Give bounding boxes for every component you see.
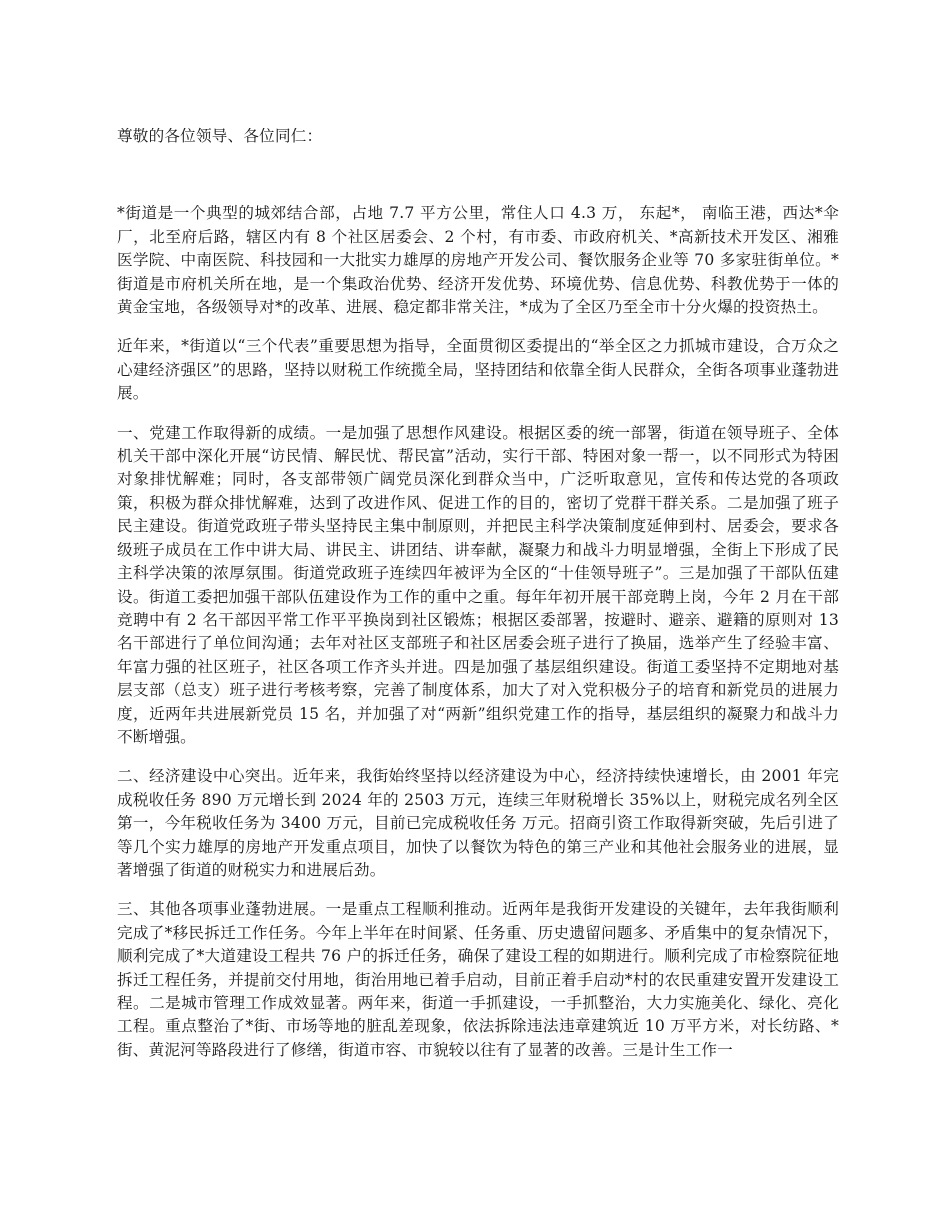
salutation: 尊敬的各位领导、各位同仁： [117, 127, 323, 145]
paragraph-other-undertakings: 三、其他各项事业蓬勃进展。一是重点工程顺利推动。近两年是我街开发建设的关键年，去年我街顺利完成了*移民拆迁工作任务。今年上半年在时间紧、任务重、历史遗留问题多、矛盾集中的复杂情况下，顺利完成了*大道建设工程共 76 户的拆迁任务，确保了建设工程的如期进行。顺利完成了市检察院征地拆迁工程任务，并提前交付用地，街治用地已着手启动，目前正着手启动*村的农民重建安置开发建设工程。二是城市管理工作成效显著。两年来，街道一手抓建设，一手抓整治，大力实施美化、绿化、亮化工程。重点整治了*街、市场等地的脏乱差现象，依法拆除违法违章建筑近 10 万平方米，对长纺路、*街、黄泥河等路段进行了修缮，街道市容、市貌较以往有了显著的改善。三是计生工作一 [117, 900, 839, 1059]
document-body [117, 125, 839, 1078]
paragraph-party-building: 一、党建工作取得新的成绩。一是加强了思想作风建设。根据区委的统一部署，街道在领导班子、全体机关干部中深化开展“访民情、解民忧、帮民富”活动，实行干部、特困对象一帮一，以不同形式为特困对象排忧解难；同时，各支部带领广阔党员深化到群众当中，广泛听取意见，宣传和传达党的各项政策，积极为群众排忧解难，达到了改进作风、促进工作的目的，密切了党群干群关系。二是加强了班子民主建设。街道党政班子带头坚持民主集中制原则，并把民主科学决策制度延伸到村、居委会，要求各级班子成员在工作中讲大局、讲民主、讲团结、讲奉献，凝聚力和战斗力明显增强，全街上下形成了民主科学决策的浓厚氛围。街道党政班子连续四年被评为全区的“十佳领导班子”。三是加强了干部队伍建设。街道工委把加强干部队伍建设作为工作的重中之重。每年年初开展干部竞聘上岗，今年 2 月在干部竞聘中有 2 名干部因平常工作平平换岗到社区锻炼；根据区委部署，按避时、避亲、避籍的原则对 13 名干部进行了单位间沟通；去年对社区支部班子和社区居委会班子进行了换届，选举产生了经验丰富、年富力强的社区班子，社区各项工作齐头并进。四是加强了基层组织建设。街道工委坚持不定期地对基层支部（总支）班子进行考核考察，完善了制度体系，加大了对入党积极分子的培育和新党员的进展力度，近两年共进展新党员 15 名，并加强了对“两新”组织党建工作的指导，基层组织的凝聚力和战斗力不断增强。 [117, 423, 839, 746]
paragraph-district-overview: *街道是一个典型的城郊结合部，占地 7.7 平方公里，常住人口 4.3 万， 东起*， 南临王港，西达*伞厂，北至府后路，辖区内有 8 个社区居委会、2 个村，有市委、市政府机关、*高新技术开发区、湘雅医学院、中南医院、科技园和一大批实力雄厚的房地产开发公司、餐饮服务企业等 70 多家驻街单位。*街道是市府机关所在地，是一个集政治优势、经济开发优势、环境优势、信息优势、科教优势于一体的黄金宝地，各级领导对*的改革、进展、稳定都非常关注，*成为了全区乃至全市十分火爆的投资热土。 [117, 204, 839, 317]
paragraph-recent-years: 近年来，*街道以“三个代表”重要思想为指导，全面贯彻区委提出的“举全区之力抓城市建设，合万众之心建经济强区”的思路，坚持以财税工作统揽全局，坚持团结和依靠全街人民群众，全街各项事业蓬勃进展。 [117, 337, 839, 403]
paragraph-economic-construction: 二、经济建设中心突出。近年来，我街始终坚持以经济建设为中心，经济持续快速增长，由 2001 年完成税收任务 890 万元增长到 2024 年的 2503 万元，连续三年财税增长 35%以上，财税完成名列全区第一，今年税收任务为 3400 万元，目前已完成税收任务 万元。招商引资工作取得新突破，先后引进了等几个实力雄厚的房地产开发重点项目，加快了以餐饮为特色的第三产业和其他社会服务业的进展，显著增强了街道的财税实力和进展后劲。 [117, 767, 839, 879]
